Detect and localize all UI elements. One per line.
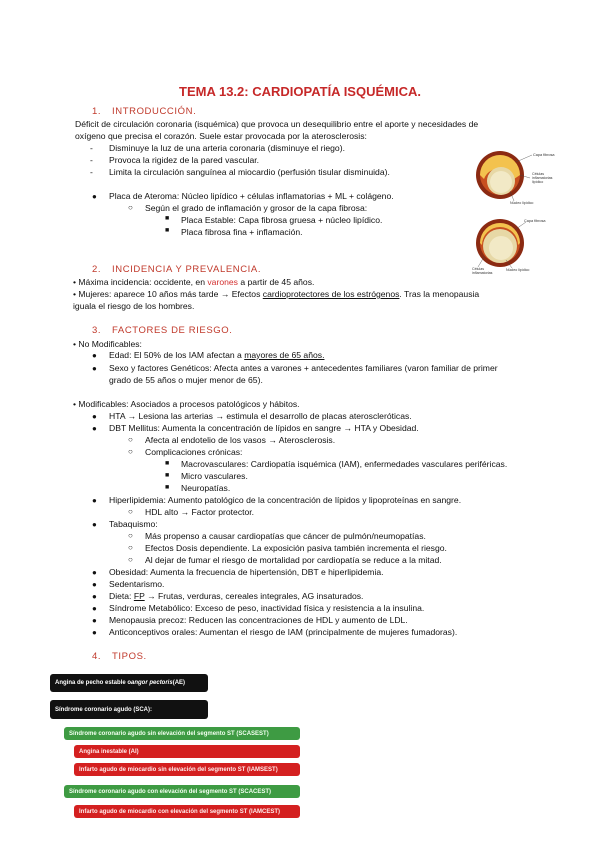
label-nucleo-lipidico: Núcleo lipídico	[510, 201, 534, 205]
segun-text: Según el grado de inflamación y grosor de la capa fibrosa:	[145, 203, 368, 213]
bullet-dot: ●	[92, 628, 97, 637]
bullet-circle: ○	[128, 447, 133, 456]
placa-ateroma-text: Placa de Ateroma: Núcleo lipídico + células inflamatorias + ML + colágeno.	[109, 191, 394, 201]
dash-bullet: -	[90, 155, 93, 165]
tipo-angina-inestable: Angina inestable (AI)	[74, 745, 300, 758]
label-celulas: Células	[532, 172, 544, 176]
label-lipidico: lipídico	[532, 180, 544, 184]
bullet-dot: ●	[92, 364, 97, 373]
incidencia-line3: iguala el riesgo de los hombres.	[73, 301, 195, 311]
tabaquismo-item: Más propenso a causar cardiopatías que cáncer de pulmón/neumopatías.	[145, 531, 426, 541]
dbt-endotelio-text: Afecta al endotelio de los vasos → Aterosclerosis.	[145, 435, 336, 445]
placa-estable-text: Placa Estable: Capa fibrosa gruesa + núcleo lipídico.	[181, 215, 383, 225]
sedentarismo-text: Sedentarismo.	[109, 579, 165, 589]
placa-fina-text: Placa fibrosa fina + inflamación.	[181, 227, 303, 237]
neuropatias-text: Neuropatías.	[181, 483, 231, 493]
section-heading-factores: 3. FACTORES DE RIESGO.	[92, 325, 233, 336]
bullet-circle: ○	[128, 435, 133, 444]
bullet-circle: ○	[128, 543, 133, 552]
incidencia-line1: • Máxima incidencia: occidente, en varones a partir de 45 años.	[73, 277, 315, 287]
bullet-dot: ●	[92, 604, 97, 613]
bullet-dot: ●	[92, 568, 97, 577]
tipo-scasest: Síndrome coronario agudo sin elevación del segmento ST (SCASEST)	[64, 727, 300, 740]
page-title: TEMA 13.2: CARDIOPATÍA ISQUÉMICA.	[179, 84, 421, 99]
tipo-scacest: Síndrome coronario agudo con elevación del segmento ST (SCACEST)	[64, 785, 300, 798]
bullet-dot: ●	[92, 520, 97, 529]
bullet-square: ■	[165, 472, 170, 479]
intro-dash-item: Disminuye la luz de una arteria coronaria (disminuye el riego).	[109, 143, 345, 153]
label-inflamatorias: inflamatorias	[472, 271, 493, 275]
bullet-dot: ●	[92, 192, 97, 201]
tipo-angina-estable: Angina de pecho estable o angor pectoris (AE)	[50, 674, 208, 692]
bullet-dot: ●	[92, 616, 97, 625]
bullet-circle: ○	[128, 555, 133, 564]
tabaquismo-item: Al dejar de fumar el riesgo de mortalidad por cardiopatía se reduce a la mitad.	[145, 555, 442, 565]
stable-plaque-illustration	[476, 151, 532, 201]
label-nucleo-lipidico: Núcleo lipídico	[506, 268, 530, 272]
bullet-circle: ○	[128, 507, 133, 516]
sindrome-metabolico-text: Síndrome Metabólico: Exceso de peso, inactividad física y resistencia a la insulina.	[109, 603, 425, 613]
hta-text: HTA → Lesiona las arterias → estimula el desarrollo de placas ateroscleróticas.	[109, 411, 412, 421]
intro-text-line1: Déficit de circulación coronaria (isquémica) que provoca un desequilibrio entre el aporte y necesidades de	[75, 119, 479, 129]
bullet-circle: ○	[128, 531, 133, 540]
dbt-text: DBT Mellitus: Aumenta la concentración de lípidos en sangre → HTA y Obesidad.	[109, 423, 419, 433]
bullet-dot: ●	[92, 424, 97, 433]
tabaquismo-item: Efectos Dosis dependiente. La exposición pasiva también incrementa el riesgo.	[145, 543, 447, 553]
section-heading-introduccion: 1. INTRODUCCIÓN.	[92, 106, 197, 117]
bullet-dot: ●	[92, 592, 97, 601]
menopausia-text: Menopausia precoz: Reducen las concentraciones de HDL y aumento de LDL.	[109, 615, 408, 625]
bullet-square: ■	[165, 460, 170, 467]
bullet-dot: ●	[92, 351, 97, 360]
intro-dash-item: Provoca la rigidez de la pared vascular.	[109, 155, 259, 165]
tipo-iamcest: Infarto agudo de miocardio con elevación del segmento ST (IAMCEST)	[74, 805, 300, 818]
modificables-heading: • Modificables: Asociados a procesos patológicos y hábitos.	[73, 399, 300, 409]
microvasculares-text: Micro vasculares.	[181, 471, 248, 481]
tipo-iamsest: Infarto agudo de miocardio sin elevación del segmento ST (IAMSEST)	[74, 763, 300, 776]
tabaquismo-text: Tabaquismo:	[109, 519, 158, 529]
bullet-dot: ●	[92, 496, 97, 505]
bullet-square: ■	[165, 484, 170, 491]
section-heading-incidencia: 2. INCIDENCIA Y PREVALENCIA.	[92, 264, 262, 275]
dash-bullet: -	[90, 167, 93, 177]
dash-bullet: -	[90, 143, 93, 153]
hiperlipidemia-text: Hiperlipidemia: Aumento patológico de la concentración de lípidos y lipoproteínas en sangre.	[109, 495, 462, 505]
label-inflamatorias: inflamatorias	[532, 176, 553, 180]
bullet-square: ■	[165, 215, 170, 222]
intro-dash-item: Limita la circulación sanguínea al miocardio (perfusión tisular disminuida).	[109, 167, 390, 177]
intro-text-line2: oxígeno que precisa el corazón. Suele estar provocada por la aterosclerosis:	[75, 131, 367, 141]
label-capa-fibrosa: Capa fibrosa	[533, 153, 555, 157]
unstable-plaque-illustration	[476, 219, 526, 268]
no-modificables-heading: • No Modificables:	[73, 339, 142, 349]
tipo-sindrome-coronario-agudo: Síndrome coronario agudo (SCA):	[50, 700, 208, 719]
label-capa-fibrosa: Capa fibrosa	[524, 219, 546, 223]
atheroma-figure	[470, 145, 560, 275]
incidencia-line2: • Mujeres: aparece 10 años más tarde → Efectos cardioprotectores de los estrógenos. Tras la menopausia	[73, 289, 480, 299]
sexo-text-line1: Sexo y factores Genéticos: Afecta antes a varones + antecedentes familiares (varon familiar de primer	[109, 363, 498, 373]
bullet-dot: ●	[92, 412, 97, 421]
dieta-text: Dieta: FP → Frutas, verduras, cereales integrales, AG insaturados.	[109, 591, 364, 601]
obesidad-text: Obesidad: Aumenta la frecuencia de hipertensión, DBT e hiperlipidemia.	[109, 567, 384, 577]
edad-text: Edad: El 50% de los IAM afectan a mayores de 65 años.	[109, 350, 325, 360]
complicaciones-text: Complicaciones crónicas:	[145, 447, 243, 457]
section-heading-tipos: 4. TIPOS.	[92, 651, 147, 662]
macrovasculares-text: Macrovasculares: Cardiopatía isquémica (IAM), enfermedades vasculares periféricas.	[181, 459, 508, 469]
bullet-circle: ○	[128, 203, 133, 212]
label-celulas: Células	[472, 267, 484, 271]
bullet-square: ■	[165, 227, 170, 234]
anticonceptivos-text: Anticonceptivos orales: Aumentan el riesgo de IAM (principalmente de mujeres fumadoras).	[109, 627, 458, 637]
sexo-text-line2: grado de 55 años o mujer menor de 65).	[109, 375, 263, 385]
bullet-dot: ●	[92, 580, 97, 589]
hdl-text: HDL alto → Factor protector.	[145, 507, 255, 517]
